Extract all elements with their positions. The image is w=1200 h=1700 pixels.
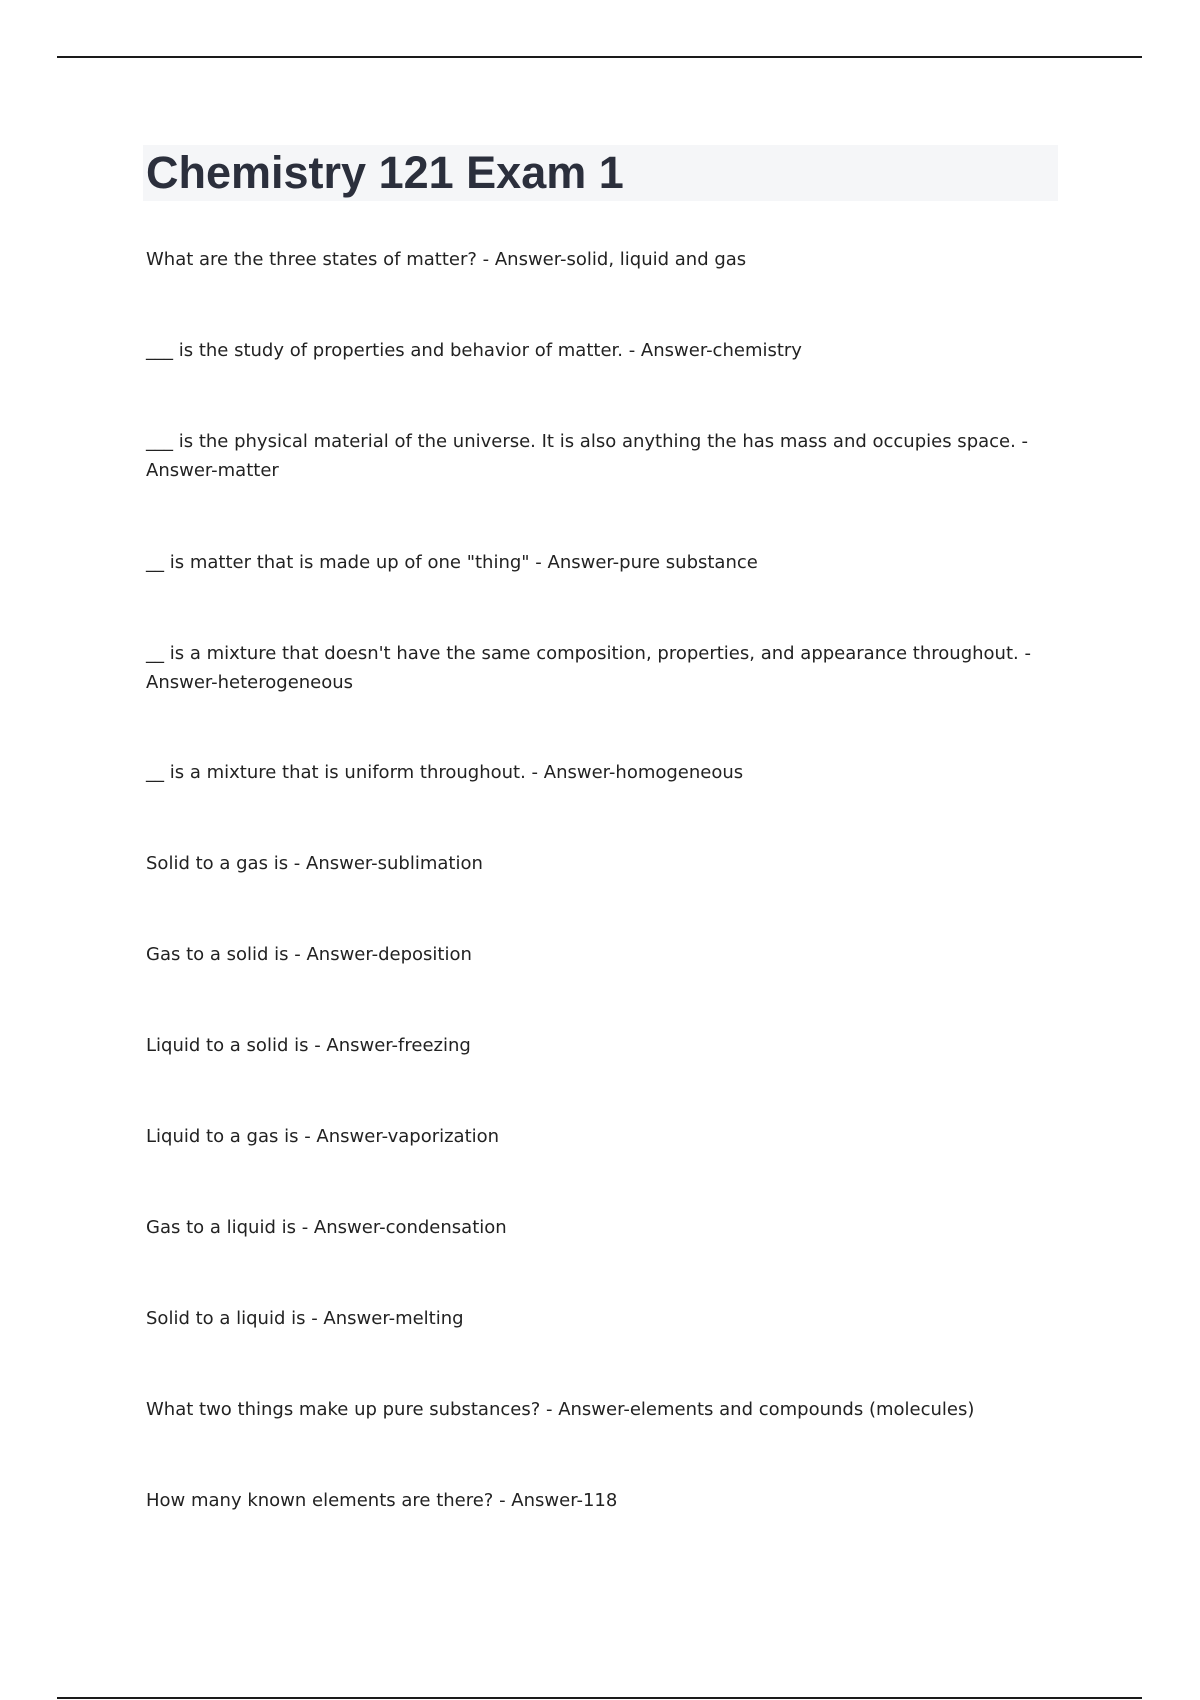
qa-item-6: __ is a mixture that is uniform throughout. - Answer-homogeneous	[146, 762, 744, 783]
top-rule	[57, 56, 1142, 58]
qa-item-12: Solid to a liquid is - Answer-melting	[146, 1308, 464, 1329]
bottom-rule	[57, 1697, 1142, 1699]
qa-item-10: Liquid to a gas is - Answer-vaporization	[146, 1126, 500, 1147]
qa-item-11: Gas to a liquid is - Answer-condensation	[146, 1217, 507, 1238]
document-title: Chemistry 121 Exam 1	[146, 147, 624, 198]
qa-item-1: What are the three states of matter? - Answer-solid, liquid and gas	[146, 249, 747, 270]
qa-item-7: Solid to a gas is - Answer-sublimation	[146, 853, 483, 874]
qa-item-8: Gas to a solid is - Answer-deposition	[146, 944, 472, 965]
qa-item-2: ___ is the study of properties and behavior of matter. - Answer-chemistry	[146, 340, 802, 361]
qa-item-9: Liquid to a solid is - Answer-freezing	[146, 1035, 471, 1056]
qa-item-5: __ is a mixture that doesn't have the same composition, properties, and appearance throughout. - Answer-heterogeneous	[146, 643, 1031, 693]
qa-item-4: __ is matter that is made up of one "thing" - Answer-pure substance	[146, 552, 758, 573]
qa-item-14: How many known elements are there? - Answer-118	[146, 1490, 618, 1511]
qa-item-13: What two things make up pure substances? - Answer-elements and compounds (molecules)	[146, 1399, 975, 1420]
qa-item-3: ___ is the physical material of the universe. It is also anything the has mass and occupies space. - Answer-matter	[146, 431, 1029, 481]
